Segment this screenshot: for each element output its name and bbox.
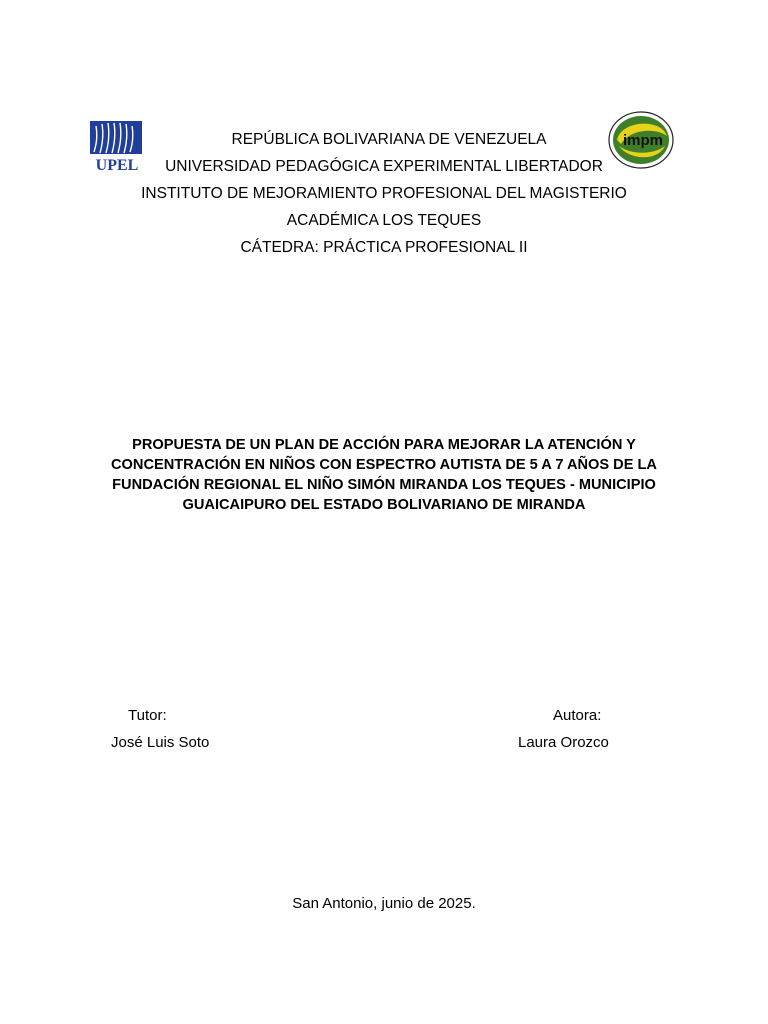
impm-logo-text: impm	[622, 132, 664, 149]
header-institute: INSTITUTO DE MEJORAMIENTO PROFESIONAL DEL MAGISTERIO	[141, 185, 627, 202]
institution-header	[0, 126, 768, 261]
header-country: REPÚBLICA BOLIVARIANA DE VENEZUELA	[231, 131, 547, 148]
author-name: Laura Orozco	[518, 734, 609, 751]
author-label: Autora:	[553, 707, 602, 724]
place-and-date: San Antonio, junio de 2025.	[292, 895, 476, 912]
tutor-label: Tutor:	[128, 707, 167, 724]
header-campus: ACADÉMICA LOS TEQUES	[286, 212, 482, 229]
tutor-name: José Luis Soto	[111, 734, 210, 751]
header-university: UNIVERSIDAD PEDAGÓGICA EXPERIMENTAL LIBERTADOR	[165, 158, 603, 175]
header-course: CÁTEDRA: PRÁCTICA PROFESIONAL II	[240, 239, 528, 256]
document-title: PROPUESTA DE UN PLAN DE ACCIÓN PARA MEJORAR LA ATENCIÓN Y CONCENTRACIÓN EN NIÑOS CON ESPECTRO AUTISTA DE 5 A 7 AÑOS DE LA FUNDACIÓN REGIONAL EL NIÑO SIMÓN MIRANDA LOS TEQUES - MUNICIPIO GUAICAIPURO DEL ESTADO BOLIVARIANO DE MIRANDA	[111, 437, 657, 513]
upel-logo-text: UPEL	[95, 157, 139, 174]
